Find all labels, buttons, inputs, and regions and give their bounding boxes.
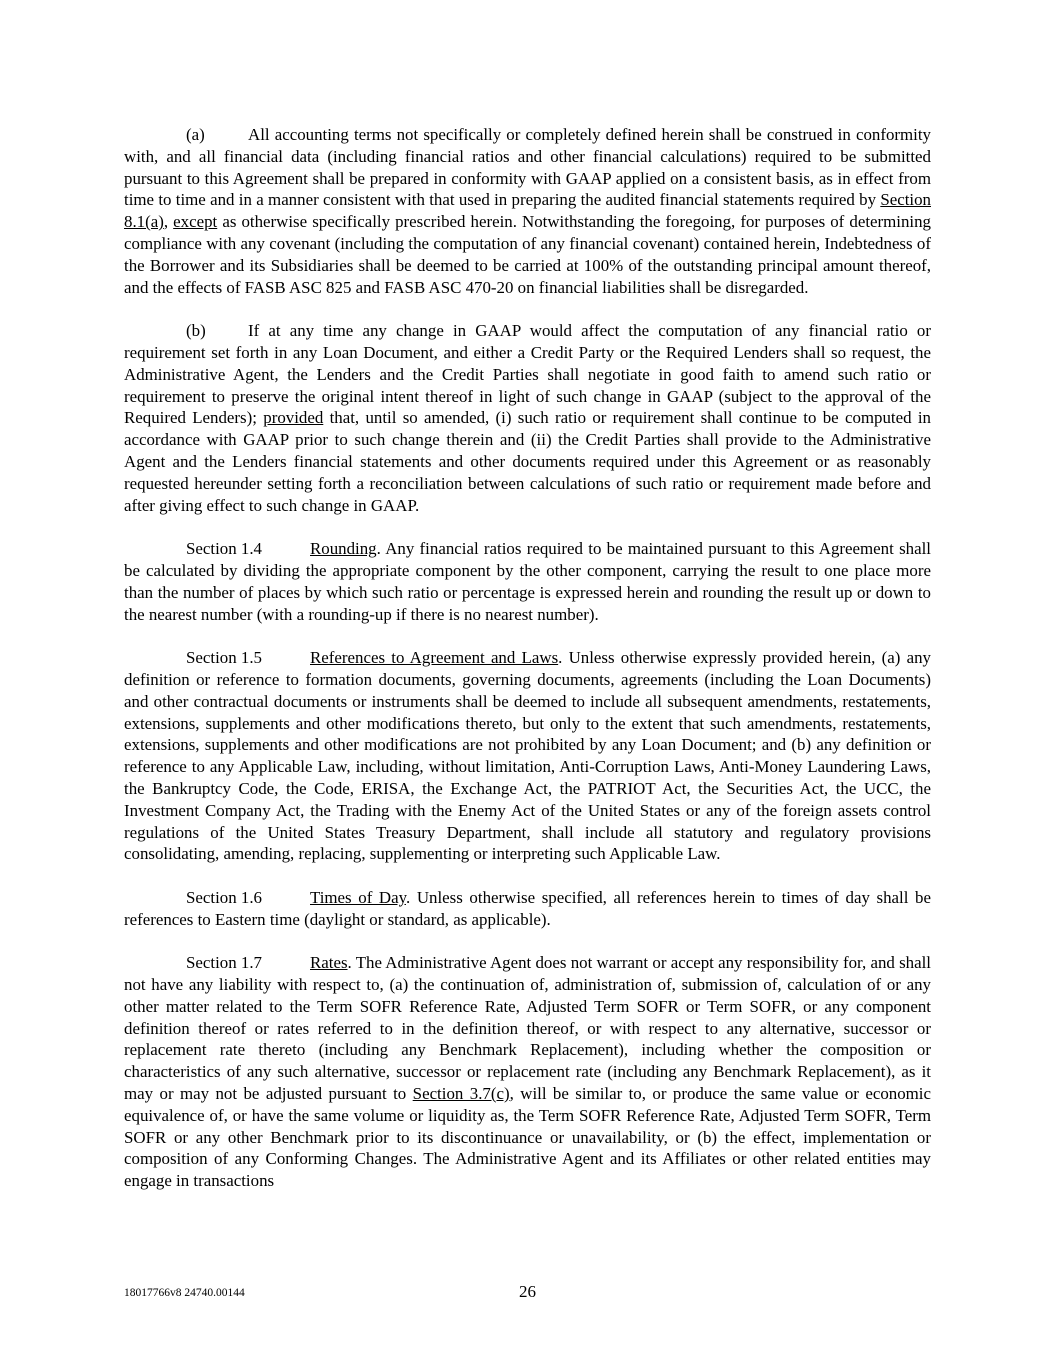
paragraph-a: [124, 124, 931, 298]
section-1-7: [124, 952, 931, 1192]
page-number: 26: [519, 1282, 536, 1301]
section-title: Times of Day: [310, 887, 406, 907]
section-text: . Any financial ratios required to be maintained pursuant to this Agreement shall be calculated by dividing the appropriate component by the other component, carrying the result to one place more than the number of places by which such ratio or percentage is expressed herein and rounding the result up or down to the nearest number (with a rounding-up if there is no nearest number).: [124, 539, 931, 624]
section-1-6: [124, 887, 931, 931]
section-text: . Unless otherwise expressly provided herein, (a) any definition or reference to formation documents, governing documents, agreements (including the Loan Documents) and other contractual documents or instruments shall be deemed to include all subsequent amendments, restatements, extensions, supplements and other modifications thereto, but only to the extent that such amendments, restatements, extensions, supplements and other modifications are not prohibited by any Loan Document; and (b) any definition or reference to any Applicable Law, including, without limitation, Anti-Corruption Laws, Anti-Money Laundering Laws, the Bankruptcy Code, the Code, ERISA, the Exchange Act, the PATRIOT Act, the Securities Act, the UCC, the Investment Company Act, the Trading with the Enemy Act of the United States or any of the foreign assets control regulations of the United States Treasury Department, shall include all statutory and regulatory provisions consolidating, amending, replacing, supplementing or interpreting such Applicable Law.: [124, 648, 931, 864]
section-title: Rates: [310, 953, 348, 973]
section-8-1a-reference: Section 8.1(a): [124, 190, 931, 232]
document-id: 18017766v8 24740.00144: [124, 1287, 245, 1299]
paragraph-b-text: If at any time any change in GAAP would affect the computation of any financial ratio or requirement set forth in any Loan Document, and either a Credit Party or the Required Lenders shall so request, the Administrative Agent, the Lenders and the Credit Parties shall negotiate in good faith to amend such ratio or requirement to preserve the original intent thereof in light of such change in GAAP (subject to the approval of the Required Lenders);: [124, 321, 931, 428]
paragraph-a-label: (a): [186, 125, 205, 144]
section-number: Section 1.4: [186, 539, 262, 559]
section-number: Section 1.5: [186, 648, 262, 668]
section-1-4: [124, 538, 931, 625]
except-term: except: [173, 212, 218, 232]
paragraph-a-text: as otherwise specifically prescribed herein. Notwithstanding the foregoing, for purposes of determining compliance with any covenant (including the computation of any financial covenant) contained herein, Indebtedness of the Borrower and its Subsidiaries shall be deemed to be carried at 100% of the outstanding principal amount thereof, and the effects of FASB ASC 825 and FASB ASC 470-20 on financial liabilities shall be disregarded.: [124, 212, 931, 297]
paragraph-b: [124, 320, 931, 516]
paragraph-b-text: that, until so amended, (i) such ratio or requirement shall continue to be computed in accordance with GAAP prior to such change therein and (ii) the Credit Parties shall provide to the Administrative Agent and the Lenders financial statements and other documents required under this Agreement or as reasonably requested hereunder setting forth a reconciliation between calculations of such ratio or requirement made before and after giving effect to such change in GAAP.: [124, 408, 931, 515]
paragraph-a-text: ,: [163, 212, 174, 232]
section-text: . The Administrative Agent does not warrant or accept any responsibility for, and shall not have any liability with respect to, (a) the continuation of, administration of, submission of, calculation of or any other matter related to the Term SOFR Reference Rate, Adjusted Term SOFR or Term SOFR, or any component definition thereof or rates referred to in the definition thereof, or with respect to any alternative, successor or replacement rate thereto (including any Benchmark Replacement), including whether the composition or characteristics of any such alternative, successor or replacement rate (including any Benchmark Replacement), as it may or may not be adjusted pursuant to: [124, 953, 931, 1104]
provided-term: provided: [263, 408, 324, 428]
section-title: References to Agreement and Laws: [310, 648, 559, 668]
section-number: Section 1.7: [186, 953, 262, 973]
section-text: , will be similar to, or produce the same value or economic equivalence of, or have the same volume or liquidity as, the Term SOFR Reference Rate, Adjusted Term SOFR, Term SOFR or any other Benchmark prior to its discontinuance or unavailability, or (b) the effect, implementation or composition of any Conforming Changes. The Administrative Agent and its Affiliates or other related entities may engage in transactions: [124, 1084, 931, 1191]
section-title: Rounding: [310, 539, 377, 559]
section-text: . Unless otherwise specified, all references herein to times of day shall be references to Eastern time (daylight or standard, as applicable).: [124, 887, 931, 929]
section-number: Section 1.6: [186, 887, 262, 907]
document-body: [124, 124, 931, 1214]
paragraph-a-text: All accounting terms not specifically or completely defined herein shall be construed in conformity with, and all financial data (including financial ratios and other financial calculations) required to be submitted pursuant to this Agreement shall be prepared in conformity with GAAP applied on a consistent basis, as in effect from time to time and in a manner consistent with that used in preparing the audited financial statements required by: [124, 125, 931, 210]
paragraph-b-label: (b): [186, 321, 206, 341]
section-1-5: [124, 647, 931, 865]
section-3-7c-reference: Section 3.7(c): [412, 1084, 510, 1104]
